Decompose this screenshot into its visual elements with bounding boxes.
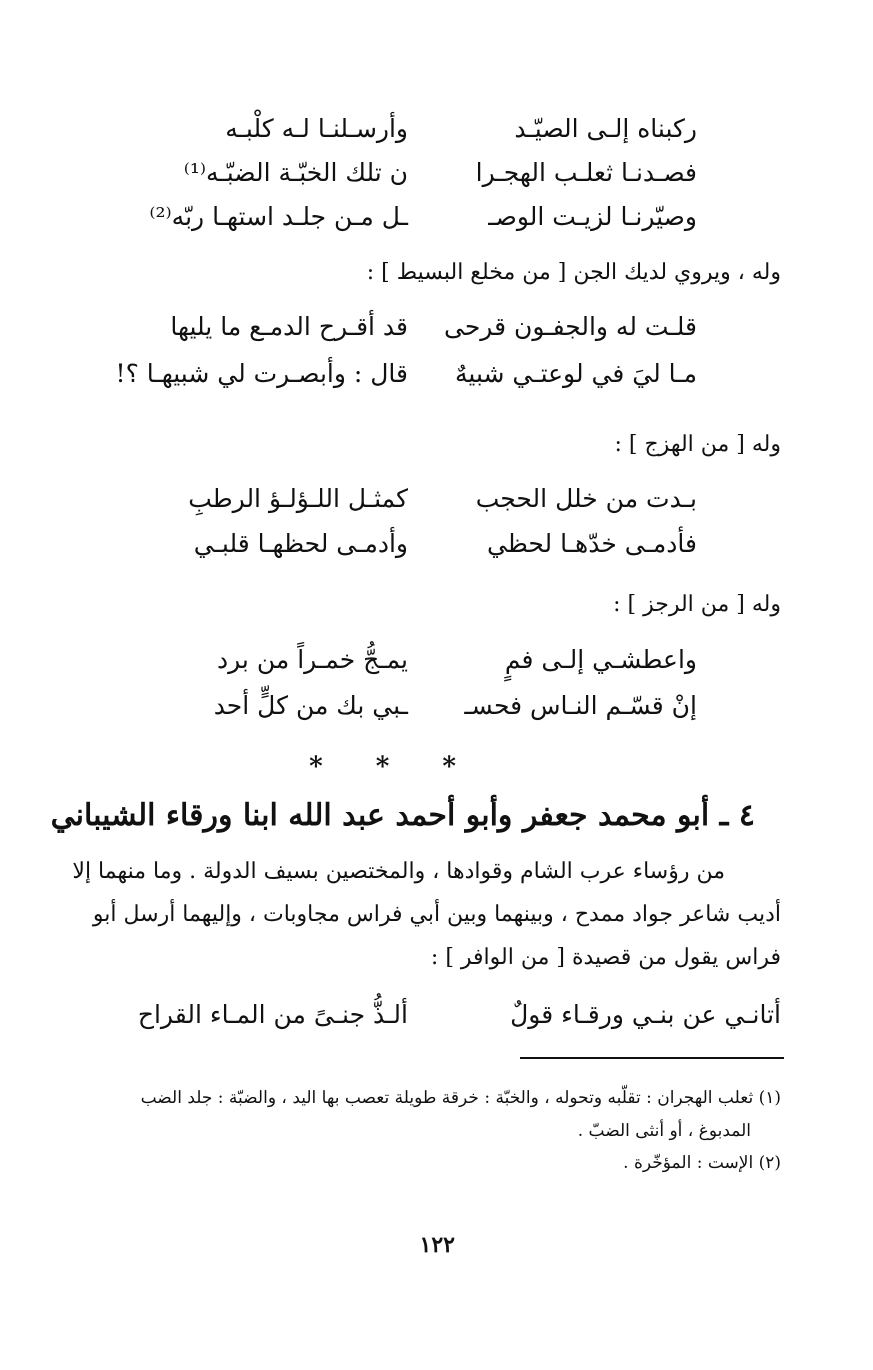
prose-line-2: أديب شاعر جواد ممدح ، وبينهما وبين أبي فراس مجاوبات ، وإليهما أرسل أبو xyxy=(92,902,781,927)
verse-7-right: فأدمـى خدّهـا لحظي xyxy=(487,529,697,558)
verse-6-left: كمثـل اللـؤلـؤ الرطبِ xyxy=(188,484,408,513)
verse-10-right: أتانـي عن بنـي ورقـاء قولٌ xyxy=(510,1000,781,1029)
verse-7-left: وأدمـى لحظهـا قلبـي xyxy=(193,529,408,558)
verse-10-left: ألـذُّ جنـىً من المـاء القراح xyxy=(137,1000,408,1029)
intro-hazaj: وله [ من الهزج ] : xyxy=(614,432,781,457)
verse-9-left: ـبي بك من كلٍّ أحد xyxy=(213,691,408,720)
footnote-1-cont: المدبوغ ، أو أنثى الضبّ . xyxy=(577,1121,751,1141)
footnote-1: (١) ثعلب الهجران : تقلّبه وتحوله ، والخبّة : خرقة طويلة تعصب بها اليد ، والضبّة : جلد الضب xyxy=(140,1088,781,1108)
intro-basit: وله ، ويروي لديك الجن [ من مخلع البسيط ] : xyxy=(366,260,781,285)
verse-6-right: بـدت من خلل الحجب xyxy=(475,484,697,513)
footnote-rule xyxy=(520,1057,784,1059)
verse-2-left: ن تلك الخبّـة الضبّـه⁽¹⁾ xyxy=(183,158,408,187)
verse-8-right: واعطشـي إلـى فمٍ xyxy=(504,645,697,674)
section-separator: * * * xyxy=(309,752,478,782)
verse-1-left: وأرسـلنـا لـه كلْبـه xyxy=(225,114,408,143)
verse-1-right: ركبناه إلـى الصيّـد xyxy=(514,114,697,143)
verse-4-right: قلـت له والجفـون قرحى xyxy=(443,312,697,341)
verse-4-left: قد أقـرح الدمـع ما يليها xyxy=(170,312,408,341)
verse-5-left: قال : وأبصـرت لي شبيهـا ؟! xyxy=(115,359,408,388)
verse-3-right: وصيّرنـا لزيـت الوصـ xyxy=(488,202,697,231)
verse-5-right: مـا ليَ في لوعتـي شبيهٌ xyxy=(455,359,697,388)
intro-rajaz: وله [ من الرجز ] : xyxy=(613,592,781,617)
footnote-2: (٢) الإست : المؤخّرة . xyxy=(623,1153,781,1173)
section-heading: ٤ ـ أبو محمد جعفر وأبو أحمد عبد الله ابنا ورقاء الشيباني xyxy=(50,798,755,833)
verse-8-left: يمـجُّ خمـراً من برد xyxy=(217,645,408,674)
page-number: ١٢٢ xyxy=(419,1232,455,1258)
prose-line-1: من رؤساء عرب الشام وقوادها ، والمختصين بسيف الدولة . وما منهما إلا xyxy=(72,859,725,884)
verse-3-left: ـل مـن جلـد استهـا ربّه⁽²⁾ xyxy=(149,202,408,231)
verse-9-right: إنْ قسّـم النـاس فحسـ xyxy=(464,691,697,720)
prose-line-3: فراس يقول من قصيدة [ من الوافر ] : xyxy=(430,945,781,970)
verse-2-right: فصـدنـا ثعلـب الهجـرا xyxy=(475,158,697,187)
